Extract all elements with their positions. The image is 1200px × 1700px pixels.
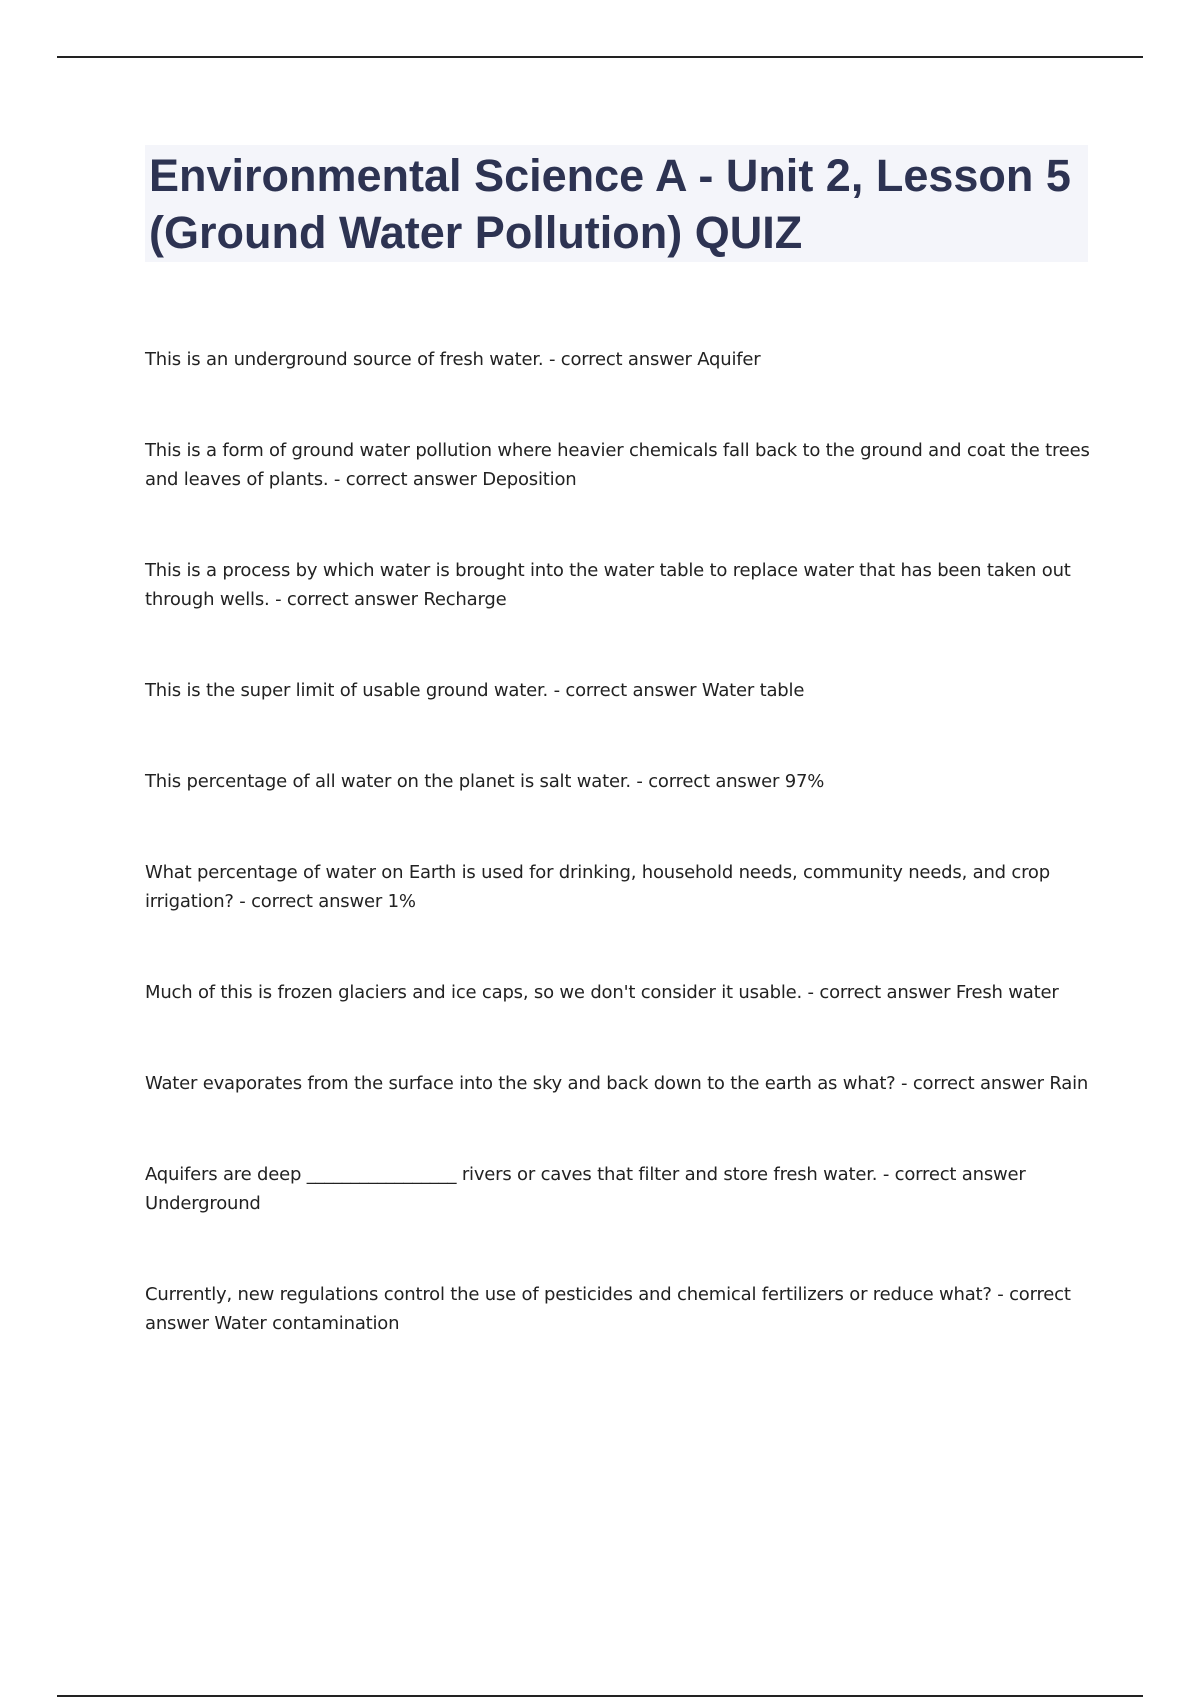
title-block (145, 145, 1088, 262)
top-rule (57, 56, 1143, 58)
list-item: This percentage of all water on the planet is salt water. - correct answer 97% (145, 771, 825, 792)
list-item: This is the super limit of usable ground water. - correct answer Water table (145, 680, 805, 701)
page-title: Environmental Science A - Unit 2, Lesson 5 (Ground Water Pollution) QUIZ (149, 150, 1071, 258)
list-item: Aquifers are deep _________________ rivers or caves that filter and store fresh water. - correct answer Underground (145, 1164, 1026, 1214)
list-item: This is a process by which water is brought into the water table to replace water that has been taken out through wells. - correct answer Recharge (145, 560, 1071, 610)
list-item: Currently, new regulations control the use of pesticides and chemical fertilizers or reduce what? - correct answer Water contamination (145, 1284, 1071, 1334)
list-item: This is a form of ground water pollution where heavier chemicals fall back to the ground and coat the trees and leaves of plants. - correct answer Deposition (145, 440, 1090, 490)
list-item: This is an underground source of fresh water. - correct answer Aquifer (145, 349, 761, 370)
list-item: Much of this is frozen glaciers and ice caps, so we don't consider it usable. - correct answer Fresh water (145, 982, 1059, 1003)
question-list (145, 345, 1095, 1400)
bottom-rule (57, 1695, 1143, 1697)
list-item: Water evaporates from the surface into the sky and back down to the earth as what? - correct answer Rain (145, 1073, 1089, 1094)
list-item: What percentage of water on Earth is used for drinking, household needs, community needs, and crop irrigation? - correct answer 1% (145, 862, 1050, 912)
